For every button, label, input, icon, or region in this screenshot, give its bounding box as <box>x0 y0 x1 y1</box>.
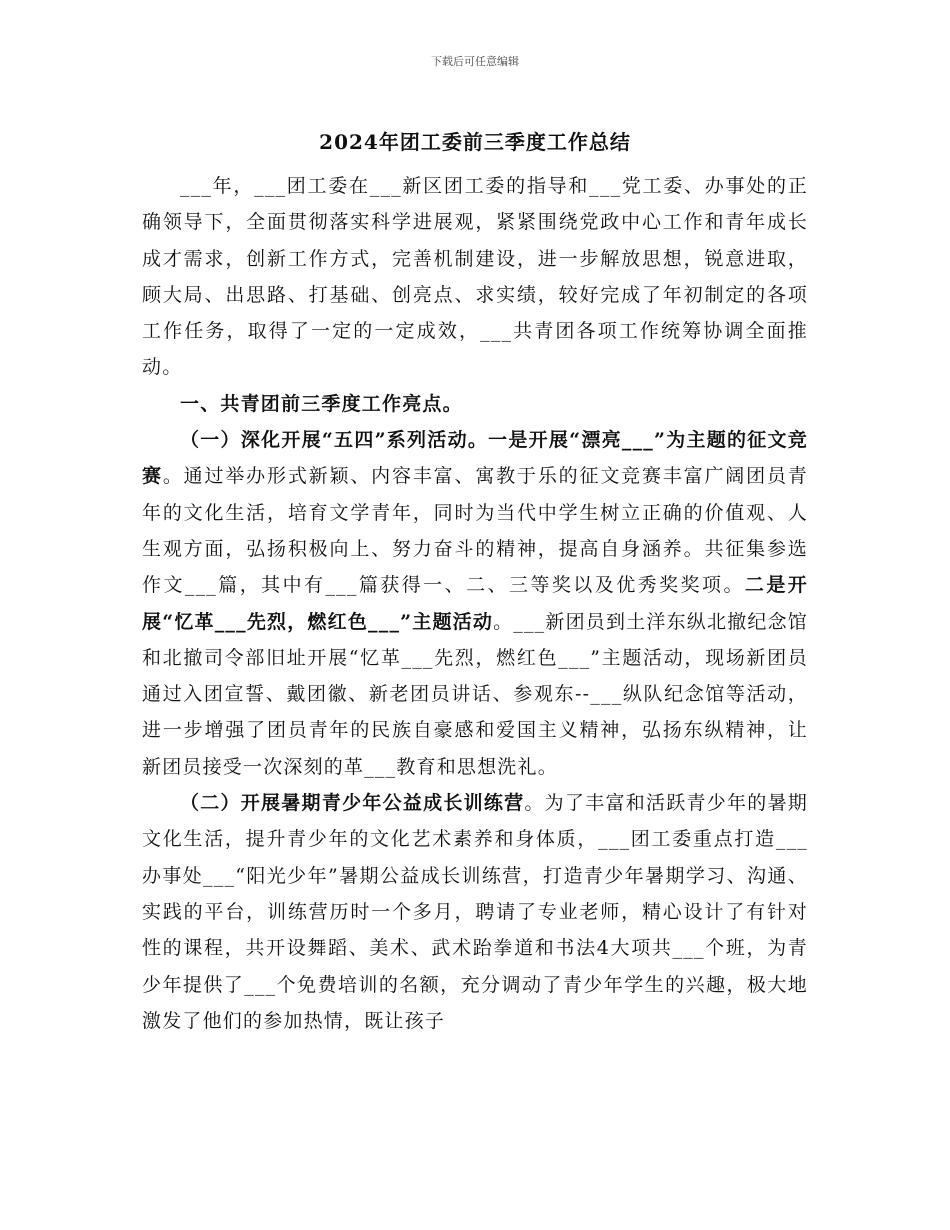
item1-heading: （一）深化开展“五四”系列活动。 <box>180 429 489 452</box>
section1-heading-text: 一、共青团前三季度工作亮点。 <box>180 392 463 415</box>
intro-paragraph: ___年，___团工委在___新区团工委的指导和___党工委、办事处的正确领导下，全面贯彻落实科学进展观，紧紧围绕党政中心工作和青年成长成才需求，创新工作方式，完善机制建设，进一步解放思想，锐意进取，顾大局、出思路、打基础、创亮点、求实绩，较好完成了年初制定的各项工作任务，取得了一定的一定成效，___共青团各项工作统筹协调全面推动。 <box>142 175 808 379</box>
section1-heading <box>142 386 808 422</box>
item1-sub2-heading: 二是开展“忆革___先烈，燃红色___”主题活动 <box>142 574 809 633</box>
header-note: 下载后可任意编辑 <box>431 55 519 68</box>
document-body <box>142 168 808 1039</box>
item2-heading: （二）开展暑期青少年公益成长训练营 <box>180 792 525 815</box>
item1-sub2-text: 。___新团员到土洋东纵北撤纪念馆和北撤司令部旧址开展“忆革___先烈，燃红色___”主题活动，现场新团员通过入团宣誓、戴团徽、新老团员讲话、参观东--___纵队纪念馆等活动，进一步增强了团员青年的民族自豪感和爱国主义精神，弘扬东纵精神，让新团员接受一次深刻的革___教育和思想洗礼。 <box>142 610 808 778</box>
item1-paragraph <box>142 422 808 785</box>
item1-sub1-heading: 一是开展“漂亮___”为主题的征文竞赛 <box>142 429 808 488</box>
item2-text: 。为了丰富和活跃青少年的暑期文化生活，提升青少年的文化艺术素养和身体质，___团工委重点打造___办事处___“阳光少年”暑期公益成长训练营，打造青少年暑期学习、沟通、实践的平台，训练营历时一个多月，聘请了专业老师，精心设计了有针对性的课程，共开设舞蹈、美术、武术跆拳道和书法4大项共___个班，为青少年提供了___个免费培训的名额，充分调动了青少年学生的兴趣，极大地激发了他们的参加热情，既让孩子 <box>142 792 808 1032</box>
item2-paragraph <box>142 785 808 1039</box>
document-title: 2024年团工委前三季度工作总结 <box>319 130 631 154</box>
item1-sub1-text: 。通过举办形式新颖、内容丰富、寓教于乐的征文竞赛丰富广阔团员青年的文化生活，培育文学青年，同时为当代中学生树立正确的价值观、人生观方面，弘扬积极向上、努力奋斗的精神，提高自身涵养。共征集参选作文___篇，其中有___篇获得一、二、三等奖以及优秀奖奖项。 <box>142 465 809 597</box>
